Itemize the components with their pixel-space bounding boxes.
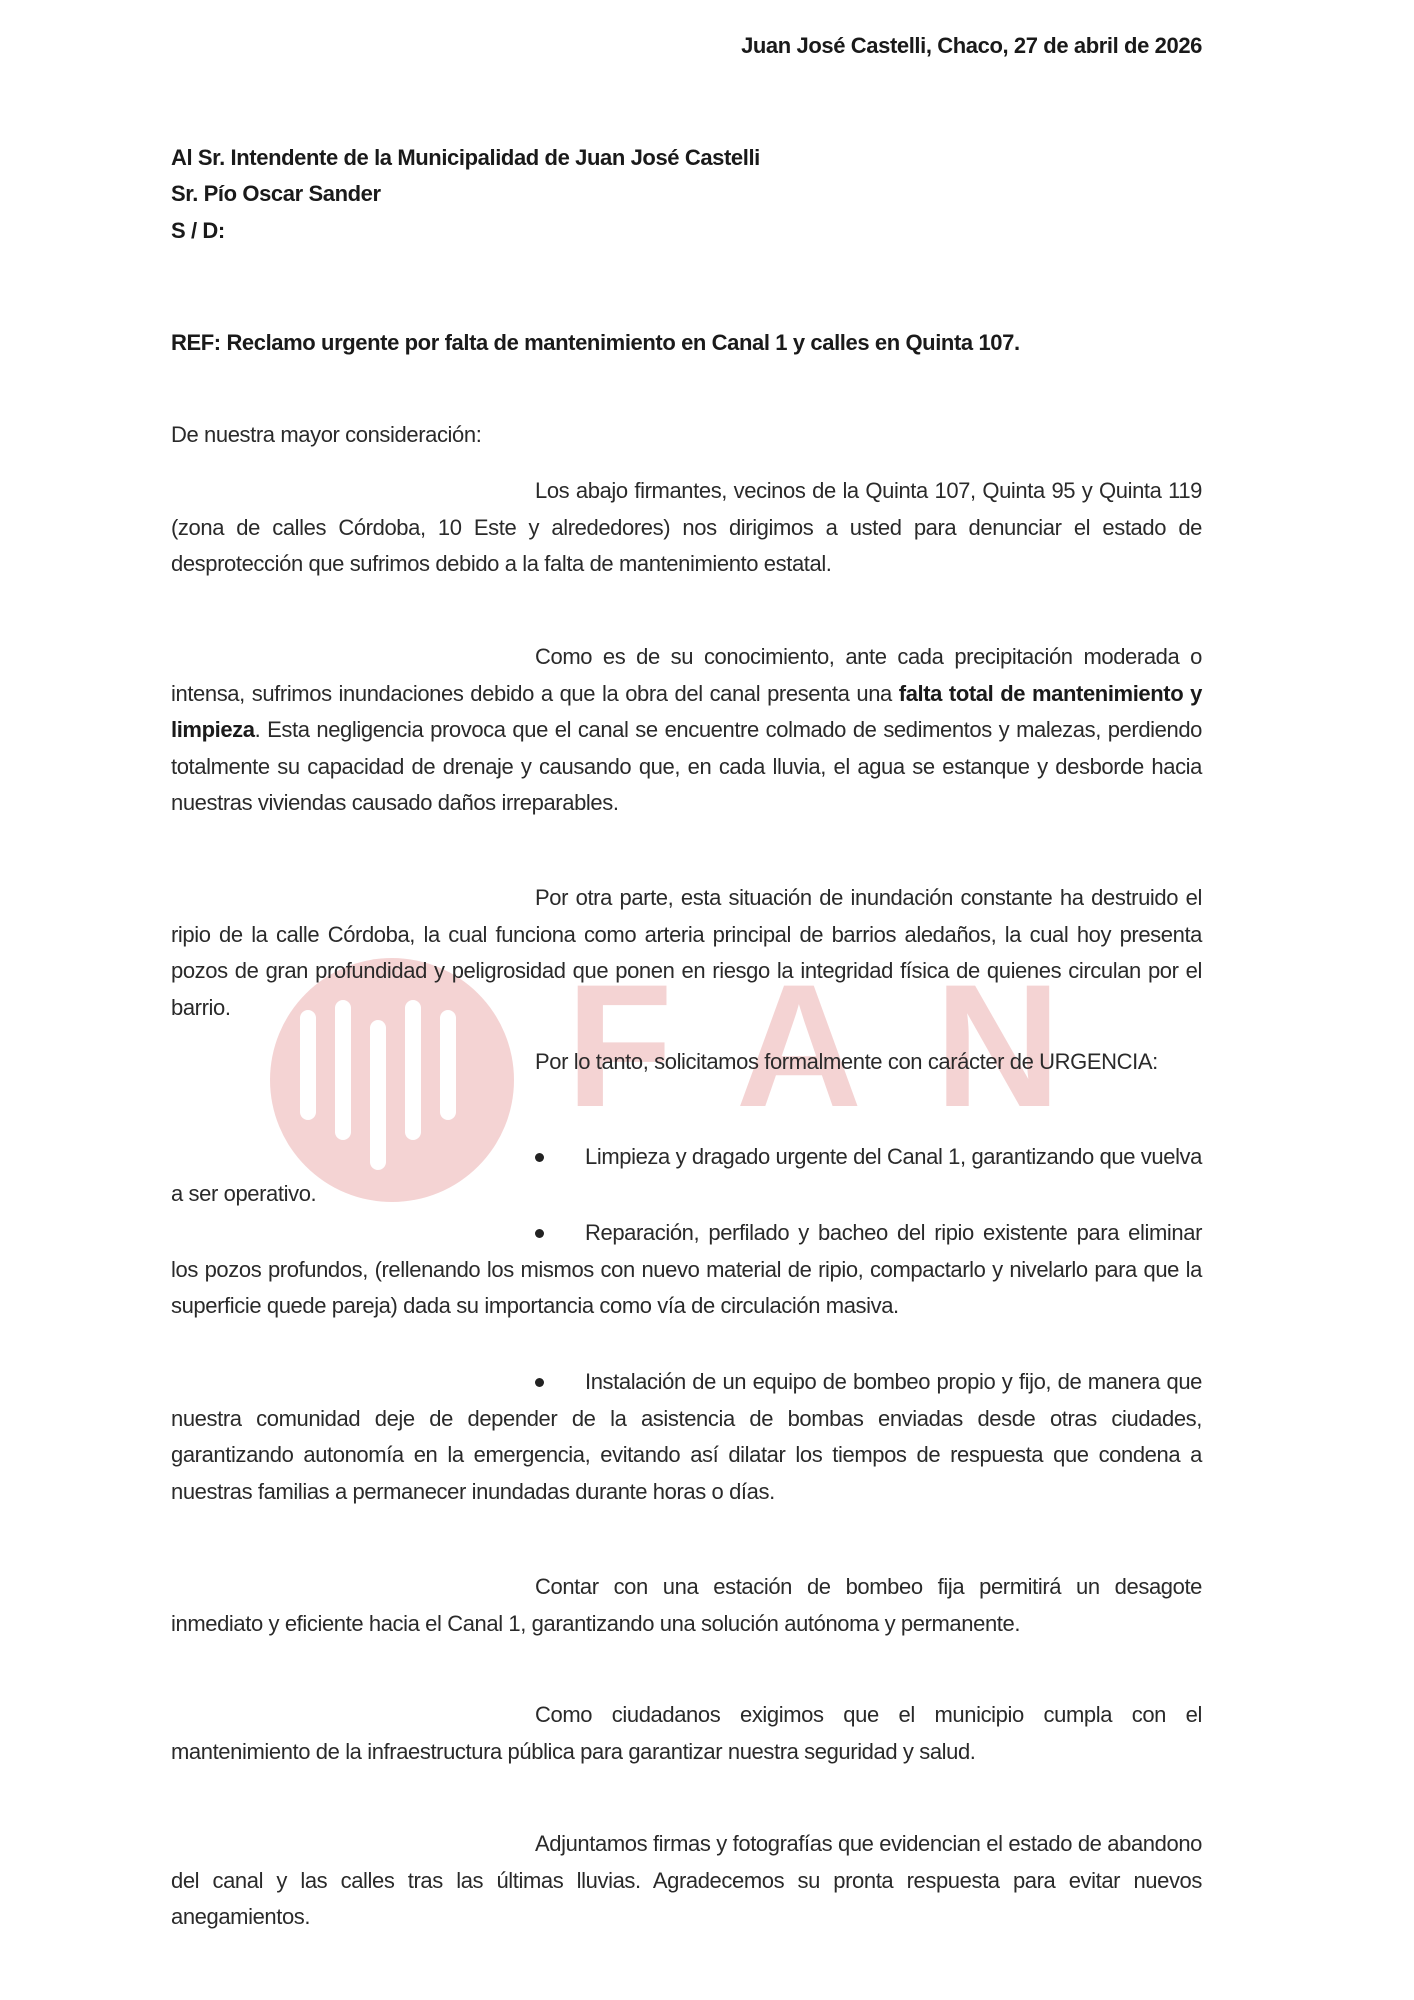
reference-line: REF: Reclamo urgente por falta de mantenimiento en Canal 1 y calles en Quinta 107. (171, 330, 1020, 355)
bullet-item-3 (171, 1364, 1202, 1510)
paragraph-5: Contar con una estación de bombeo fija permitirá un desagote inmediato y eficiente hacia el Canal 1, garantizando una solución autónoma y permanente. (171, 1574, 1202, 1636)
paragraph-3: Por otra parte, esta situación de inundación constante ha destruido el ripio de la calle Córdoba, la cual funciona como arteria principal de barrios aledaños, la cual hoy presenta pozos de gran profundidad y peligrosidad que ponen en riesgo la integridad física de quienes circulan por el barrio. (171, 885, 1202, 1020)
paragraph-4: Por lo tanto, solicitamos formalmente con carácter de URGENCIA: (535, 1049, 1158, 1074)
bullet-icon (535, 1153, 544, 1162)
paragraph-1: Los abajo firmantes, vecinos de la Quinta 107, Quinta 95 y Quinta 119 (zona de calles Córdoba, 10 Este y alrededores) nos dirigimos a usted para denunciar el estado de desprotección que sufrimos debido a la falta de mantenimiento estatal. (171, 478, 1202, 577)
bullet-text: Reparación, perfilado y bacheo del ripio existente para eliminar los pozos profundos, (rellenando los mismos con nuevo material de ripio, compactarlo y nivelarlo para que la superficie quede pareja) dada su importancia como vía de circulación masiva. (171, 1220, 1202, 1319)
paragraph-2-text: Como es de su conocimiento, ante cada precipitación moderada o intensa, sufrimos inundaciones debido a que la obra del canal presenta una (171, 644, 1202, 706)
salutation: De nuestra mayor consideración: (171, 422, 482, 447)
paragraph-7: Adjuntamos firmas y fotografías que evidencian el estado de abandono del canal y las calles tras las últimas lluvias. Agradecemos su pronta respuesta para evitar nuevos anegamientos. (171, 1831, 1202, 1930)
paragraph-2-emphasis: falta total de mantenimiento y limpieza (171, 680, 1202, 743)
addressee-line-2: Sr. Pío Oscar Sander (171, 181, 381, 206)
addressee-line-1: Al Sr. Intendente de la Municipalidad de Juan José Castelli (171, 145, 760, 170)
bullet-text: Limpieza y dragado urgente del Canal 1, garantizando que vuelva a ser operativo. (171, 1144, 1202, 1206)
bullet-text: Instalación de un equipo de bombeo propio y fijo, de manera que nuestra comunidad deje de depender de la asistencia de bombas enviadas desde otras ciudades, garantizando autonomía en la emergencia, evitando así dilatar los tiempos de respuesta que condena a nuestras familias a permanecer inundadas durante horas o días. (171, 1369, 1202, 1504)
addressee-line-3: S / D: (171, 218, 225, 243)
paragraph-2 (171, 639, 1202, 822)
bullet-icon (535, 1229, 544, 1238)
bullet-item-2 (171, 1215, 1202, 1325)
bullet-item-1 (171, 1139, 1202, 1212)
date-line: Juan José Castelli, Chaco, 27 de abril de 2026 (741, 33, 1202, 58)
paragraph-6: Como ciudadanos exigimos que el municipio cumpla con el mantenimiento de la infraestructura pública para garantizar nuestra seguridad y salud. (171, 1702, 1202, 1764)
svg-text:FAN: FAN (566, 949, 1061, 1144)
bullet-icon (535, 1378, 544, 1387)
paragraph-2-text-cont: . Esta negligencia provoca que el canal se encuentre colmado de sedimentos y malezas, perdiendo totalmente su capacidad de drenaje y causando que, en cada lluvia, el agua se estanque y desborde hacia nuestras viviendas causado daños irreparables. (171, 717, 1202, 816)
